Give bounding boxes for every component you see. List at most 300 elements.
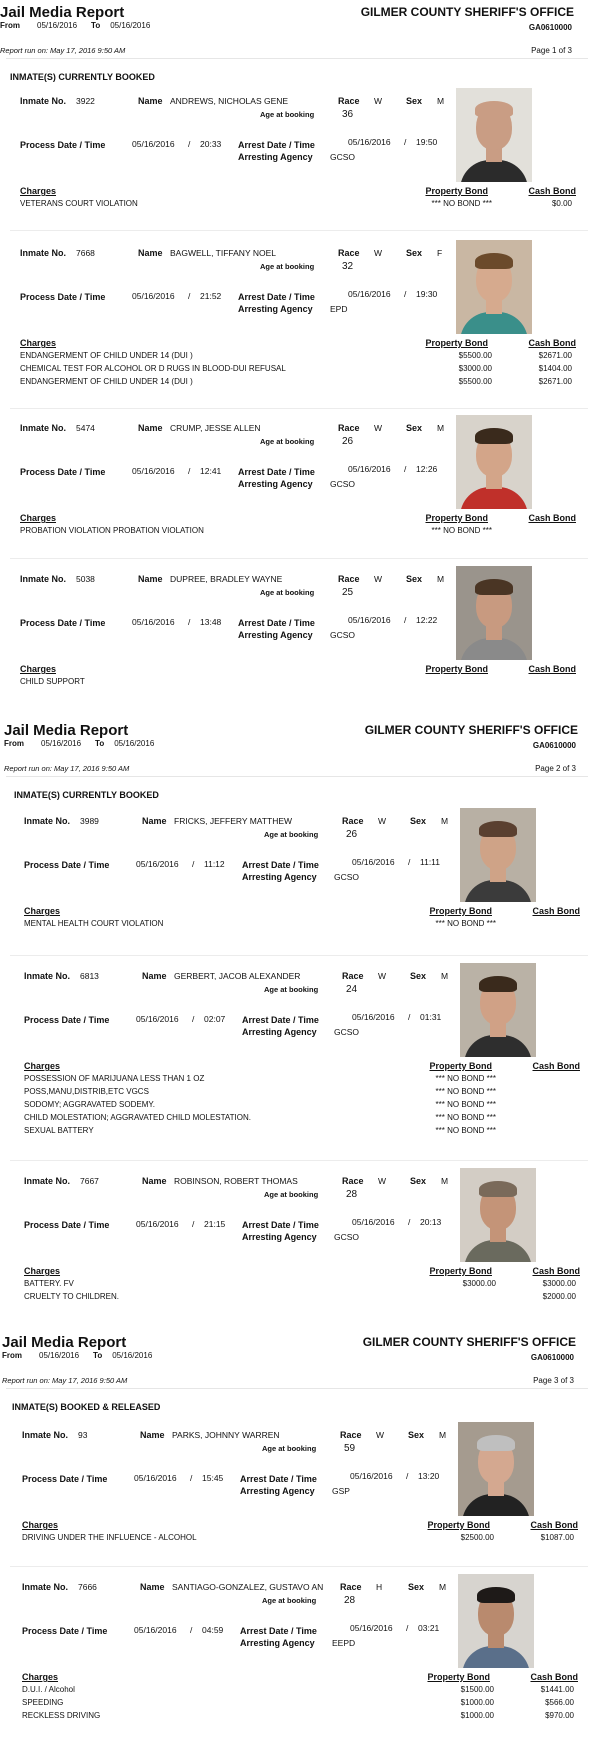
sex-value: M (439, 1582, 447, 1592)
arresting-agency: EEPD (332, 1638, 356, 1648)
sex-label: Sex (406, 574, 423, 584)
charges-header: Charges (22, 1672, 59, 1682)
race-label: Race (338, 574, 360, 584)
agency-label: Arresting Agency (238, 304, 313, 314)
agency-code: GA0610000 (530, 1353, 574, 1362)
charge-description: VETERANS COURT VIOLATION (20, 199, 138, 208)
race-label: Race (342, 1176, 364, 1186)
divider (10, 1160, 588, 1161)
age-value: 25 (342, 587, 354, 598)
sex-value: M (441, 1176, 449, 1186)
photo-hair (477, 1587, 515, 1603)
photo-hair (475, 428, 513, 444)
sex-value: M (441, 816, 449, 826)
arrest-date: 05/16/2016 (352, 857, 395, 867)
charge-description: RECKLESS DRIVING (22, 1711, 101, 1720)
photo-neck (486, 148, 502, 162)
photo-hair (479, 1181, 517, 1197)
process-label: Process Date / Time (24, 1015, 110, 1025)
arrest-label: Arrest Date / Time (240, 1626, 317, 1636)
process-time: 13:48 (200, 617, 222, 627)
race-value: W (374, 96, 383, 106)
slash: / (408, 1217, 411, 1227)
property-bond-header: Property Bond (425, 338, 488, 348)
process-label: Process Date / Time (20, 292, 106, 302)
photo-neck (488, 1634, 504, 1648)
property-bond-header: Property Bond (425, 664, 488, 674)
cash-bond-amount: $1087.00 (540, 1533, 574, 1542)
property-bond-amount: *** NO BOND *** (435, 1087, 496, 1096)
mugshot-photo (460, 963, 536, 1057)
arrest-label: Arrest Date / Time (238, 140, 315, 150)
age-label: Age at booking (260, 588, 315, 597)
property-bond-amount: $2500.00 (460, 1533, 494, 1542)
cash-bond-header: Cash Bond (528, 186, 576, 196)
slash: / (188, 466, 191, 476)
race-label: Race (340, 1582, 362, 1592)
slash: / (188, 291, 191, 301)
charges-header: Charges (20, 513, 57, 523)
charge-row (0, 351, 600, 363)
slash: / (192, 859, 195, 869)
property-bond-amount: *** NO BOND *** (435, 919, 496, 928)
arrest-label: Arrest Date / Time (238, 618, 315, 628)
agency-label: Arresting Agency (240, 1638, 315, 1648)
inmate-no: 7668 (76, 248, 95, 258)
name-label: Name (140, 1430, 165, 1440)
property-bond-amount: $1000.00 (460, 1698, 494, 1707)
slash: / (192, 1014, 195, 1024)
property-bond-amount: $1000.00 (460, 1711, 494, 1720)
arrest-date: 05/16/2016 (352, 1217, 395, 1227)
photo-shirt (460, 487, 528, 509)
from-label: From (4, 739, 24, 748)
arresting-agency: GCSO (330, 479, 356, 489)
inmate-name: PARKS, JOHNNY WARREN (172, 1430, 280, 1440)
arrest-label: Arrest Date / Time (238, 292, 315, 302)
inmate-name: FRICKS, JEFFERY MATTHEW (174, 816, 293, 826)
process-date: 05/16/2016 (136, 859, 179, 869)
photo-shirt (460, 312, 528, 334)
process-date: 05/16/2016 (136, 1219, 179, 1229)
property-bond-amount: $1500.00 (460, 1685, 494, 1694)
age-label: Age at booking (264, 985, 319, 994)
property-bond-header: Property Bond (425, 513, 488, 523)
slash: / (404, 289, 407, 299)
charge-row (0, 526, 600, 538)
name-label: Name (138, 423, 163, 433)
race-value: W (378, 816, 387, 826)
race-label: Race (338, 248, 360, 258)
agency-label: Arresting Agency (240, 1486, 315, 1496)
arresting-agency: GCSO (334, 872, 360, 882)
age-value: 24 (346, 984, 358, 995)
process-label: Process Date / Time (20, 467, 106, 477)
inmate-name: DUPREE, BRADLEY WAYNE (170, 574, 283, 584)
inmate-no: 5474 (76, 423, 95, 433)
arrest-time: 19:50 (416, 137, 438, 147)
process-label: Process Date / Time (20, 140, 106, 150)
photo-hair (475, 101, 513, 117)
arrest-date: 05/16/2016 (348, 289, 391, 299)
property-bond-amount: *** NO BOND *** (435, 1100, 496, 1109)
charge-description: POSSESSION OF MARIJUANA LESS THAN 1 OZ (24, 1074, 205, 1083)
property-bond-amount: $5500.00 (458, 377, 492, 386)
divider (6, 776, 588, 777)
sex-label: Sex (406, 248, 423, 258)
from-date: 05/16/2016 (39, 1351, 80, 1360)
age-value: 28 (344, 1595, 356, 1606)
charge-description: CHILD SUPPORT (20, 677, 85, 686)
photo-shirt (464, 880, 532, 902)
from-date: 05/16/2016 (41, 739, 82, 748)
slash: / (190, 1625, 193, 1635)
arrest-date: 05/16/2016 (348, 615, 391, 625)
arrest-date: 05/16/2016 (348, 137, 391, 147)
cash-bond-header: Cash Bond (528, 338, 576, 348)
photo-neck (486, 475, 502, 489)
charge-description: D.U.I. / Alcohol (22, 1685, 75, 1694)
inmate-name: CRUMP, JESSE ALLEN (170, 423, 261, 433)
property-bond-amount: *** NO BOND *** (435, 1126, 496, 1135)
name-label: Name (138, 574, 163, 584)
to-label: To (93, 1351, 103, 1360)
sex-value: M (437, 574, 445, 584)
charge-row (0, 1074, 600, 1086)
name-label: Name (138, 96, 163, 106)
office-name: GILMER COUNTY SHERIFF'S OFFICE (364, 723, 578, 737)
process-time: 15:45 (202, 1473, 224, 1483)
process-label: Process Date / Time (22, 1626, 108, 1636)
race-value: W (374, 574, 383, 584)
slash: / (188, 617, 191, 627)
charge-row (0, 1087, 600, 1099)
charge-row (0, 1685, 600, 1697)
report-run-on: Report run on: May 17, 2016 9:50 AM (2, 1376, 128, 1385)
agency-label: Arresting Agency (238, 479, 313, 489)
inmate-no: 5038 (76, 574, 95, 584)
age-label: Age at booking (260, 110, 315, 119)
age-value: 26 (346, 829, 358, 840)
photo-neck (486, 626, 502, 640)
photo-hair (475, 253, 513, 269)
sex-value: M (441, 971, 449, 981)
report-run-on: Report run on: May 17, 2016 9:50 AM (4, 764, 130, 773)
inmate-no: 7667 (80, 1176, 99, 1186)
charge-row (0, 377, 600, 389)
cash-bond-header: Cash Bond (532, 906, 580, 916)
charge-row (0, 199, 600, 211)
process-time: 21:52 (200, 291, 222, 301)
office-name: GILMER COUNTY SHERIFF'S OFFICE (360, 5, 574, 19)
arrest-time: 19:30 (416, 289, 438, 299)
process-time: 11:12 (204, 859, 225, 869)
charge-description: SODOMY; AGGRAVATED SODEMY. (24, 1100, 155, 1109)
race-label: Race (340, 1430, 362, 1440)
cash-bond-amount: $2671.00 (538, 377, 572, 386)
inmate-no-label: Inmate No. (24, 1176, 71, 1186)
charge-description: SEXUAL BATTERY (24, 1126, 94, 1135)
charge-description: CHEMICAL TEST FOR ALCOHOL OR D RUGS IN BLOOD-DUI REFUSAL (20, 364, 286, 373)
cash-bond-header: Cash Bond (528, 664, 576, 674)
mugshot-photo (458, 1422, 534, 1516)
charge-description: POSS,MANU,DISTRIB,ETC VGCS (24, 1087, 149, 1096)
inmate-no-label: Inmate No. (20, 423, 67, 433)
arrest-label: Arrest Date / Time (240, 1474, 317, 1484)
arrest-time: 20:13 (420, 1217, 442, 1227)
process-date: 05/16/2016 (132, 466, 175, 476)
charge-description: ENDANGERMENT OF CHILD UNDER 14 (DUI ) (20, 351, 193, 360)
mugshot-photo (458, 1574, 534, 1668)
mugshot-photo (456, 88, 532, 182)
inmate-no: 3922 (76, 96, 95, 106)
inmate-no-label: Inmate No. (20, 248, 67, 258)
charges-header: Charges (22, 1520, 59, 1530)
charge-row (0, 677, 600, 689)
process-time: 02:07 (204, 1014, 226, 1024)
agency-label: Arresting Agency (242, 872, 317, 882)
to-date: 05/16/2016 (112, 1351, 153, 1360)
race-label: Race (342, 816, 364, 826)
charge-row (0, 1711, 600, 1723)
charges-header: Charges (24, 1266, 61, 1276)
photo-hair (475, 579, 513, 595)
property-bond-header: Property Bond (427, 1672, 490, 1682)
divider (10, 408, 588, 409)
arresting-agency: GSP (332, 1486, 350, 1496)
process-time: 12:41 (200, 466, 222, 476)
inmate-no-label: Inmate No. (20, 574, 67, 584)
property-bond-header: Property Bond (429, 906, 492, 916)
photo-neck (490, 1023, 506, 1037)
process-time: 20:33 (200, 139, 222, 149)
arrest-label: Arrest Date / Time (238, 467, 315, 477)
race-label: Race (338, 423, 360, 433)
sex-label: Sex (406, 423, 423, 433)
property-bond-amount: $3000.00 (462, 1279, 496, 1288)
process-label: Process Date / Time (20, 618, 106, 628)
slash: / (406, 1471, 409, 1481)
charges-header: Charges (20, 664, 57, 674)
slash: / (404, 137, 407, 147)
slash: / (192, 1219, 195, 1229)
charge-row (0, 919, 600, 931)
charge-description: PROBATION VIOLATION PROBATION VIOLATION (20, 526, 204, 535)
report-title: Jail Media Report (0, 4, 125, 21)
inmate-no: 6813 (80, 971, 99, 981)
age-value: 32 (342, 261, 354, 272)
cash-bond-amount: $2671.00 (538, 351, 572, 360)
age-value: 36 (342, 109, 354, 120)
from-label: From (2, 1351, 22, 1360)
arrest-date: 05/16/2016 (350, 1623, 393, 1633)
race-label: Race (338, 96, 360, 106)
photo-shirt (464, 1035, 532, 1057)
process-date: 05/16/2016 (136, 1014, 179, 1024)
inmate-name: ANDREWS, NICHOLAS GENE (170, 96, 289, 106)
mugshot-photo (460, 808, 536, 902)
charge-row (0, 1100, 600, 1112)
cash-bond-amount: $970.00 (545, 1711, 574, 1720)
cash-bond-header: Cash Bond (530, 1672, 578, 1682)
photo-neck (490, 1228, 506, 1242)
photo-neck (490, 868, 506, 882)
slash: / (190, 1473, 193, 1483)
inmate-no-label: Inmate No. (24, 971, 71, 981)
inmate-no-label: Inmate No. (24, 816, 71, 826)
name-label: Name (142, 971, 167, 981)
arrest-time: 03:21 (418, 1623, 440, 1633)
photo-neck (486, 300, 502, 314)
photo-shirt (462, 1494, 530, 1516)
arrest-date: 05/16/2016 (350, 1471, 393, 1481)
arrest-label: Arrest Date / Time (242, 1220, 319, 1230)
sex-label: Sex (408, 1582, 425, 1592)
agency-code: GA0610000 (532, 741, 576, 750)
cash-bond-amount: $3000.00 (542, 1279, 576, 1288)
charge-row (0, 1698, 600, 1710)
property-bond-header: Property Bond (429, 1266, 492, 1276)
arrest-time: 11:11 (420, 857, 441, 867)
property-bond-amount: $3000.00 (458, 364, 492, 373)
process-date: 05/16/2016 (132, 139, 175, 149)
sex-label: Sex (410, 816, 427, 826)
arrest-label: Arrest Date / Time (242, 1015, 319, 1025)
arrest-time: 12:22 (416, 615, 438, 625)
age-value: 28 (346, 1189, 358, 1200)
arresting-agency: EPD (330, 304, 348, 314)
arresting-agency: GCSO (330, 630, 356, 640)
age-label: Age at booking (262, 1444, 317, 1453)
cash-bond-amount: $1404.00 (538, 364, 572, 373)
divider (10, 230, 588, 231)
agency-code: GA0610000 (528, 23, 572, 32)
cash-bond-header: Cash Bond (532, 1266, 580, 1276)
photo-shirt (464, 1240, 532, 1262)
sex-value: M (437, 96, 445, 106)
section-heading: INMATE(S) BOOKED & RELEASED (12, 1402, 161, 1412)
page-number: Page 2 of 3 (535, 764, 576, 773)
age-label: Age at booking (260, 262, 315, 271)
mugshot-photo (456, 566, 532, 660)
photo-hair (479, 821, 517, 837)
slash: / (408, 1012, 411, 1022)
age-value: 26 (342, 436, 354, 447)
age-label: Age at booking (260, 437, 315, 446)
mugshot-photo (456, 240, 532, 334)
cash-bond-amount: $2000.00 (542, 1292, 576, 1301)
charge-row (0, 364, 600, 376)
arrest-time: 13:20 (418, 1471, 440, 1481)
charges-header: Charges (24, 1061, 61, 1071)
name-label: Name (138, 248, 163, 258)
age-label: Age at booking (262, 1596, 317, 1605)
age-label: Age at booking (264, 1190, 319, 1199)
inmate-name: BAGWELL, TIFFANY NOEL (170, 248, 276, 258)
arresting-agency: GCSO (334, 1027, 360, 1037)
report-run-on: Report run on: May 17, 2016 9:50 AM (0, 46, 126, 55)
divider (10, 558, 588, 559)
process-date: 05/16/2016 (132, 617, 175, 627)
property-bond-header: Property Bond (425, 186, 488, 196)
photo-shirt (460, 638, 528, 660)
date-range (0, 21, 150, 30)
cash-bond-header: Cash Bond (530, 1520, 578, 1530)
age-label: Age at booking (264, 830, 319, 839)
age-value: 59 (344, 1443, 356, 1454)
divider (10, 1566, 588, 1567)
charge-row (0, 1113, 600, 1125)
charges-header: Charges (20, 186, 57, 196)
race-value: W (378, 1176, 387, 1186)
photo-shirt (462, 1646, 530, 1668)
arresting-agency: GCSO (330, 152, 356, 162)
photo-hair (479, 976, 517, 992)
from-label: From (0, 21, 20, 30)
divider (10, 955, 588, 956)
inmate-no-label: Inmate No. (22, 1582, 69, 1592)
process-label: Process Date / Time (24, 1220, 110, 1230)
inmate-name: ROBINSON, ROBERT THOMAS (174, 1176, 298, 1186)
sex-label: Sex (410, 1176, 427, 1186)
cash-bond-amount: $0.00 (551, 199, 572, 208)
charge-description: CRUELTY TO CHILDREN. (24, 1292, 119, 1301)
property-bond-amount: *** NO BOND *** (431, 199, 492, 208)
divider (6, 1388, 588, 1389)
cash-bond-header: Cash Bond (532, 1061, 580, 1071)
to-label: To (95, 739, 105, 748)
mugshot-photo (460, 1168, 536, 1262)
property-bond-amount: *** NO BOND *** (435, 1113, 496, 1122)
process-date: 05/16/2016 (134, 1625, 177, 1635)
cash-bond-header: Cash Bond (528, 513, 576, 523)
inmate-no: 7666 (78, 1582, 97, 1592)
to-date: 05/16/2016 (114, 739, 155, 748)
race-value: H (376, 1582, 383, 1592)
photo-neck (488, 1482, 504, 1496)
name-label: Name (142, 1176, 167, 1186)
property-bond-amount: *** NO BOND *** (435, 1074, 496, 1083)
from-date: 05/16/2016 (37, 21, 78, 30)
property-bond-header: Property Bond (427, 1520, 490, 1530)
inmate-no-label: Inmate No. (20, 96, 67, 106)
report-title: Jail Media Report (2, 1334, 127, 1351)
process-label: Process Date / Time (22, 1474, 108, 1484)
cash-bond-amount: $566.00 (545, 1698, 574, 1707)
arrest-label: Arrest Date / Time (242, 860, 319, 870)
name-label: Name (142, 816, 167, 826)
arrest-date: 05/16/2016 (348, 464, 391, 474)
charge-description: BATTERY. FV (24, 1279, 74, 1288)
sex-label: Sex (410, 971, 427, 981)
charge-description: DRIVING UNDER THE INFLUENCE - ALCOHOL (22, 1533, 197, 1542)
page-number: Page 1 of 3 (531, 46, 572, 55)
photo-hair (477, 1435, 515, 1451)
agency-label: Arresting Agency (242, 1027, 317, 1037)
race-value: W (374, 248, 383, 258)
property-bond-header: Property Bond (429, 1061, 492, 1071)
inmate-no-label: Inmate No. (22, 1430, 69, 1440)
office-name: GILMER COUNTY SHERIFF'S OFFICE (362, 1335, 576, 1349)
agency-label: Arresting Agency (238, 630, 313, 640)
cash-bond-amount: $1441.00 (540, 1685, 574, 1694)
inmate-no: 3989 (80, 816, 99, 826)
race-value: W (374, 423, 383, 433)
slash: / (404, 464, 407, 474)
to-date: 05/16/2016 (110, 21, 151, 30)
sex-value: F (437, 248, 443, 258)
charges-header: Charges (20, 338, 57, 348)
